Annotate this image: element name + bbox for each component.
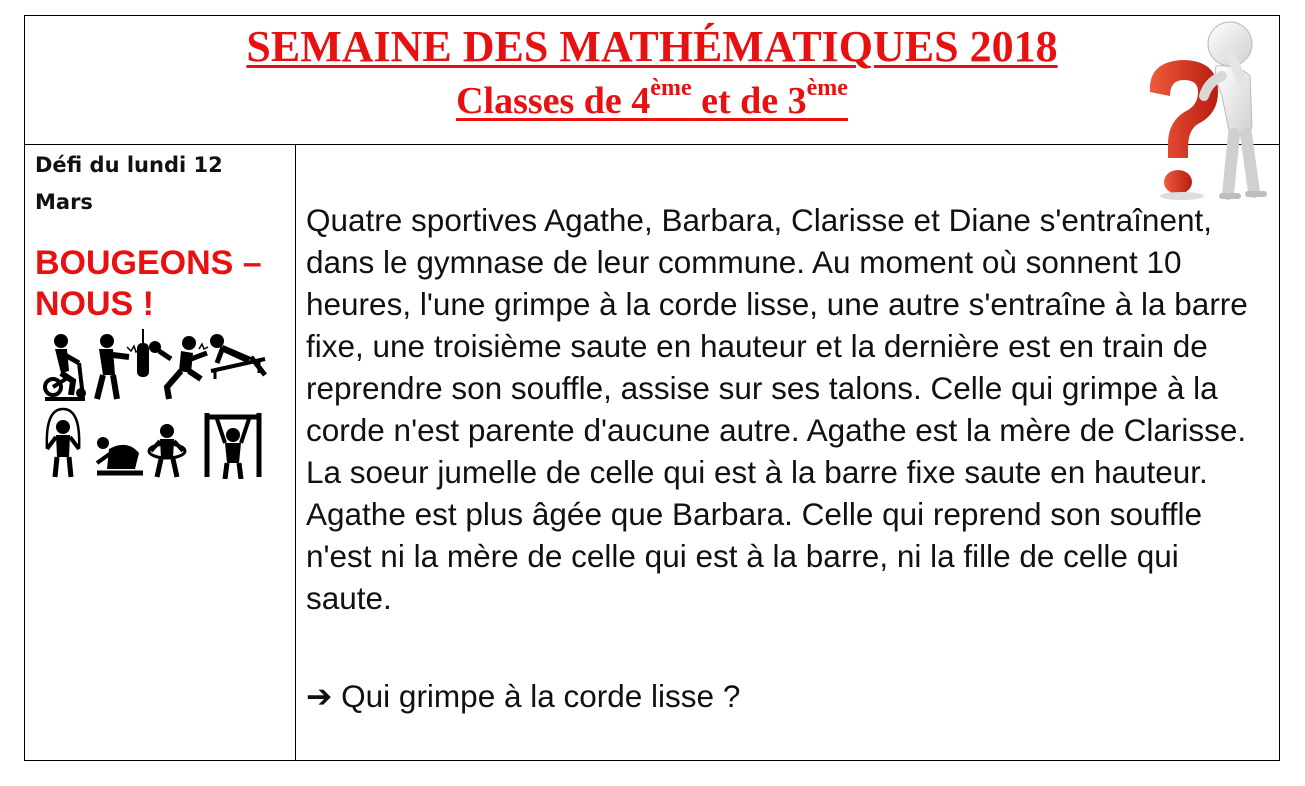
pushup-icon bbox=[210, 334, 265, 379]
worksheet-frame bbox=[24, 15, 1280, 761]
right-cell bbox=[296, 145, 1279, 760]
sports-pictograms bbox=[39, 329, 269, 479]
pullup-bar-icon bbox=[207, 413, 259, 479]
subtitle-part-a: Classes de 4 bbox=[456, 80, 651, 122]
question-mark-figure-icon bbox=[1138, 16, 1286, 202]
boxing-icon bbox=[97, 329, 149, 399]
jump-rope-icon bbox=[47, 409, 79, 477]
question-line bbox=[306, 675, 1271, 717]
problem-statement: Quatre sportives Agathe, Barbara, Clarisse et Diane s'entraînent, dans le gymnase de leur commune. Au moment où sonnent 10 heures, l'une grimpe à la corde lisse, une autre s'entraîne à la barre fixe, une troisième saute en hauteur et la dernière est en train de reprendre son souffle, assise sur ses talons. Celle qui grimpe à la corde n'est parente d'aucune autre. Agathe est la mère de Clarisse. La soeur jumelle de celle qui est à la barre fixe saute en hauteur. Agathe est plus âgée que Barbara. Celle qui reprend son souffle n'est ni la mère de celle qui est à la barre, ni la fille de celle qui saute. bbox=[306, 202, 1248, 616]
question-text: Qui grimpe à la corde lisse ? bbox=[332, 678, 741, 714]
kick-icon bbox=[149, 336, 208, 399]
arrow-icon: ➔ bbox=[306, 678, 333, 714]
exercise-bike-icon bbox=[45, 334, 86, 399]
hula-hoop-icon bbox=[149, 424, 185, 477]
stretch-icon bbox=[97, 437, 143, 473]
slogan: BOUGEONS – NOUS ! bbox=[35, 244, 262, 323]
subtitle-superscript-2: ème bbox=[806, 75, 848, 101]
subtitle-part-b: et de 3 bbox=[691, 80, 807, 122]
left-cell bbox=[25, 145, 296, 760]
page-subtitle bbox=[25, 76, 1279, 126]
page-title: SEMAINE DES MATHÉMATIQUES 2018 bbox=[246, 22, 1058, 71]
subtitle-superscript-1: ème bbox=[650, 75, 692, 101]
challenge-date: Défi du lundi 12 Mars bbox=[35, 153, 223, 214]
header-cell bbox=[25, 16, 1279, 145]
